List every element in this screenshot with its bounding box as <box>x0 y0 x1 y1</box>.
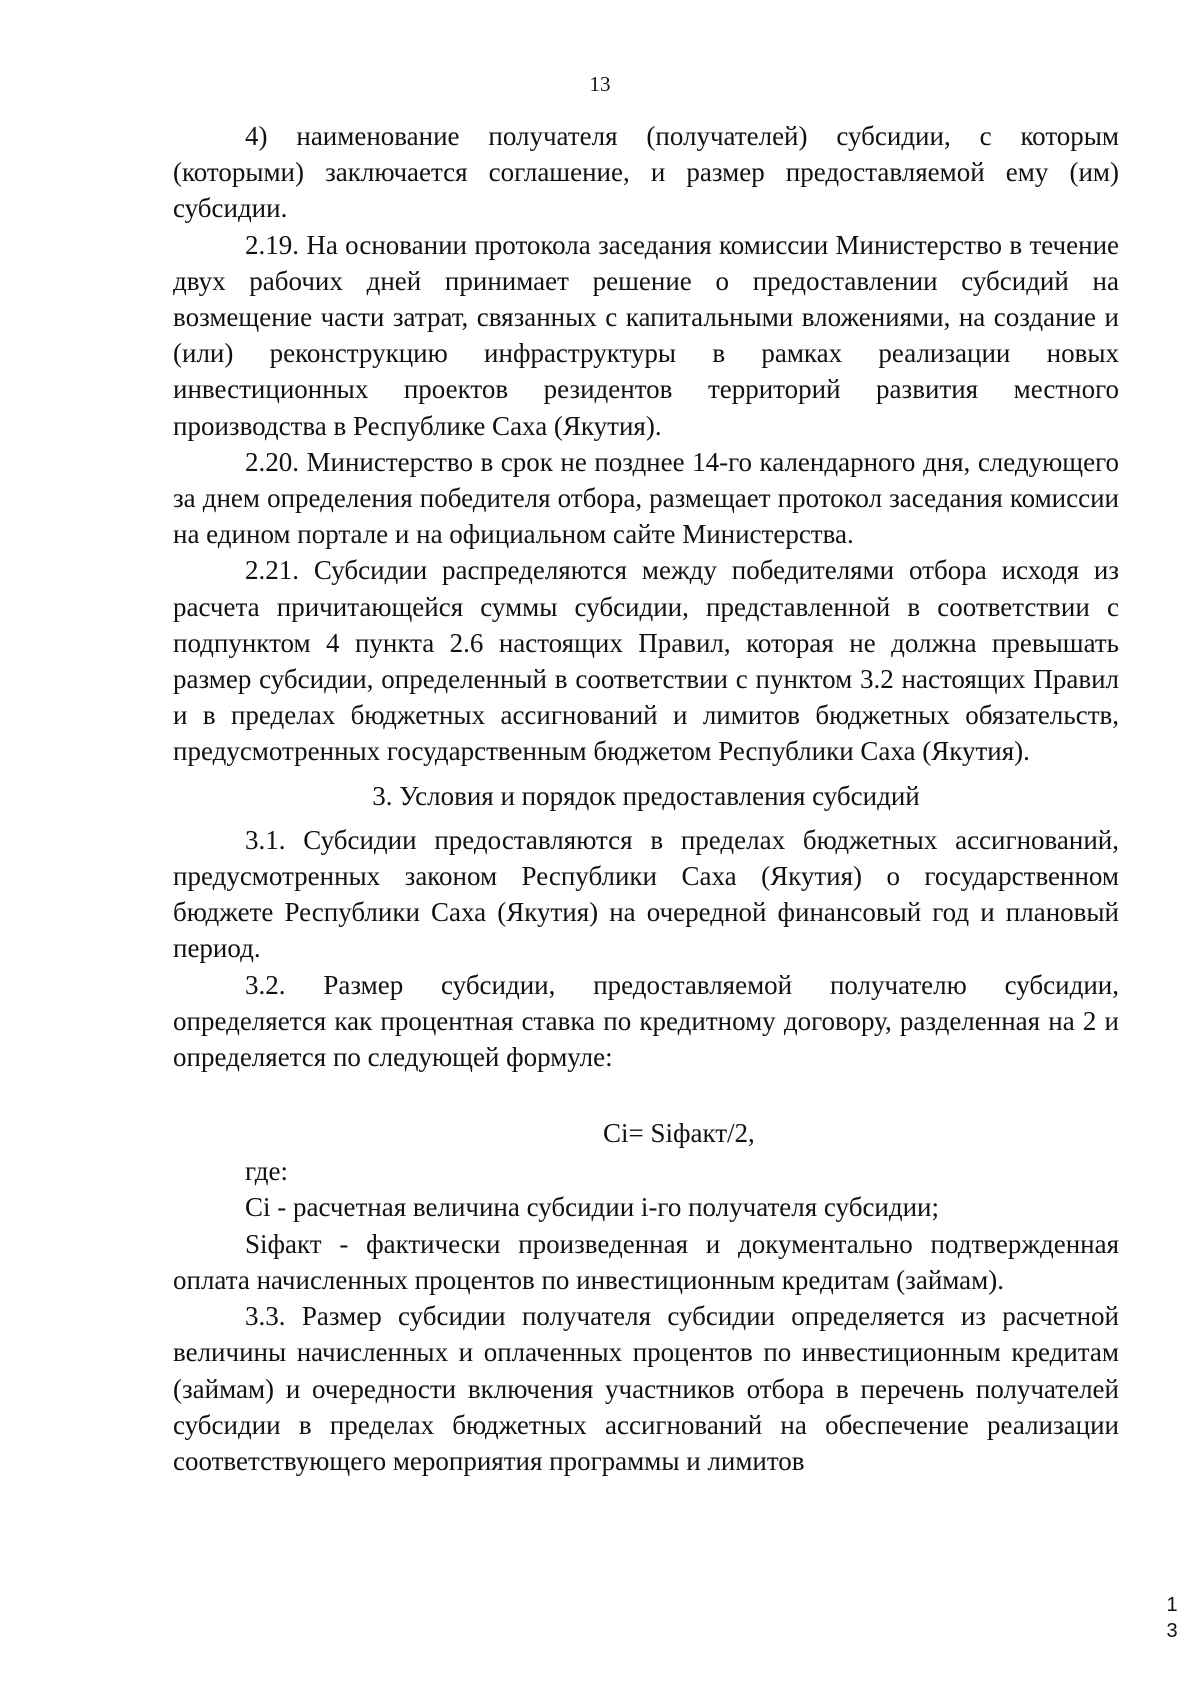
paragraph-3-3: 3.3. Размер субсидии получателя субсидии определяется из расчетной величины начисленных и оплаченных процентов по инвестиционным кредитам (займам) и очередности включения участников отбора в перечень получателей субсидии в пределах бюджетных ассигнований на обеспечение реализации соответствующего мероприятия программы и лимитов <box>173 1301 1119 1476</box>
paragraph-item-4: 4) наименование получателя (получателей) субсидии, с которым (которыми) заключается соглашение, и размер предоставляемой ему (им) субсидии. <box>173 121 1119 224</box>
document-body <box>173 118 1119 1479</box>
formula-definition-ci: Ci - расчетная величина субсидии i-го получателя субсидии; <box>245 1192 940 1223</box>
formula: Ci= Siфакт/2, <box>603 1118 755 1149</box>
corner-stamp-digit: 1 <box>1166 1594 1178 1616</box>
corner-page-stamp <box>1160 1592 1184 1652</box>
formula-definition-sifakt: Siфакт - фактически произведенная и документально подтвержденная оплата начисленных процентов по инвестиционным кредитам (займам). <box>173 1228 1119 1295</box>
page-number: 13 <box>589 72 611 96</box>
paragraph-2-21: 2.21. Субсидии распределяются между победителями отбора исходя из расчета причитающейся суммы субсидии, представленной в соответствии с подпунктом 4 пункта 2.6 настоящих Правил, которая не должна превышать размер субсидии, определенный в соответствии с пунктом 3.2 настоящих Правил и в пределах бюджетных ассигнований и лимитов бюджетных обязательств, предусмотренных государственным бюджетом Республики Саха (Якутия). <box>173 555 1119 767</box>
section-heading: 3. Условия и порядок предоставления субсидий <box>372 780 920 811</box>
corner-stamp-digit: 3 <box>1166 1620 1178 1642</box>
paragraph-2-19: 2.19. На основании протокола заседания комиссии Министерство в течение двух рабочих дней принимает решение о предоставлении субсидий на возмещение части затрат, связанных с капитальными вложениями, на создание и (или) реконструкцию инфраструктуры в рамках реализации новых инвестиционных проектов резидентов территорий развития местного производства в Республике Саха (Якутия). <box>173 229 1119 441</box>
formula-where-label: где: <box>245 1156 288 1187</box>
paragraph-2-20: 2.20. Министерство в срок не позднее 14-го календарного дня, следующего за днем определения победителя отбора, размещает протокол заседания комиссии на едином портале и на официальном сайте Министерства. <box>173 446 1119 550</box>
paragraph-3-1: 3.1. Субсидии предоставляются в пределах бюджетных ассигнований, предусмотренных законом Республики Саха (Якутия) о государственном бюджете Республики Саха (Якутия) на очередной финансовый год и плановый период. <box>173 824 1119 964</box>
paragraph-3-2: 3.2. Размер субсидии, предоставляемой получателю субсидии, определяется как процентная ставка по кредитному договору, разделенная на 2 и определяется по следующей формуле: <box>173 969 1119 1073</box>
